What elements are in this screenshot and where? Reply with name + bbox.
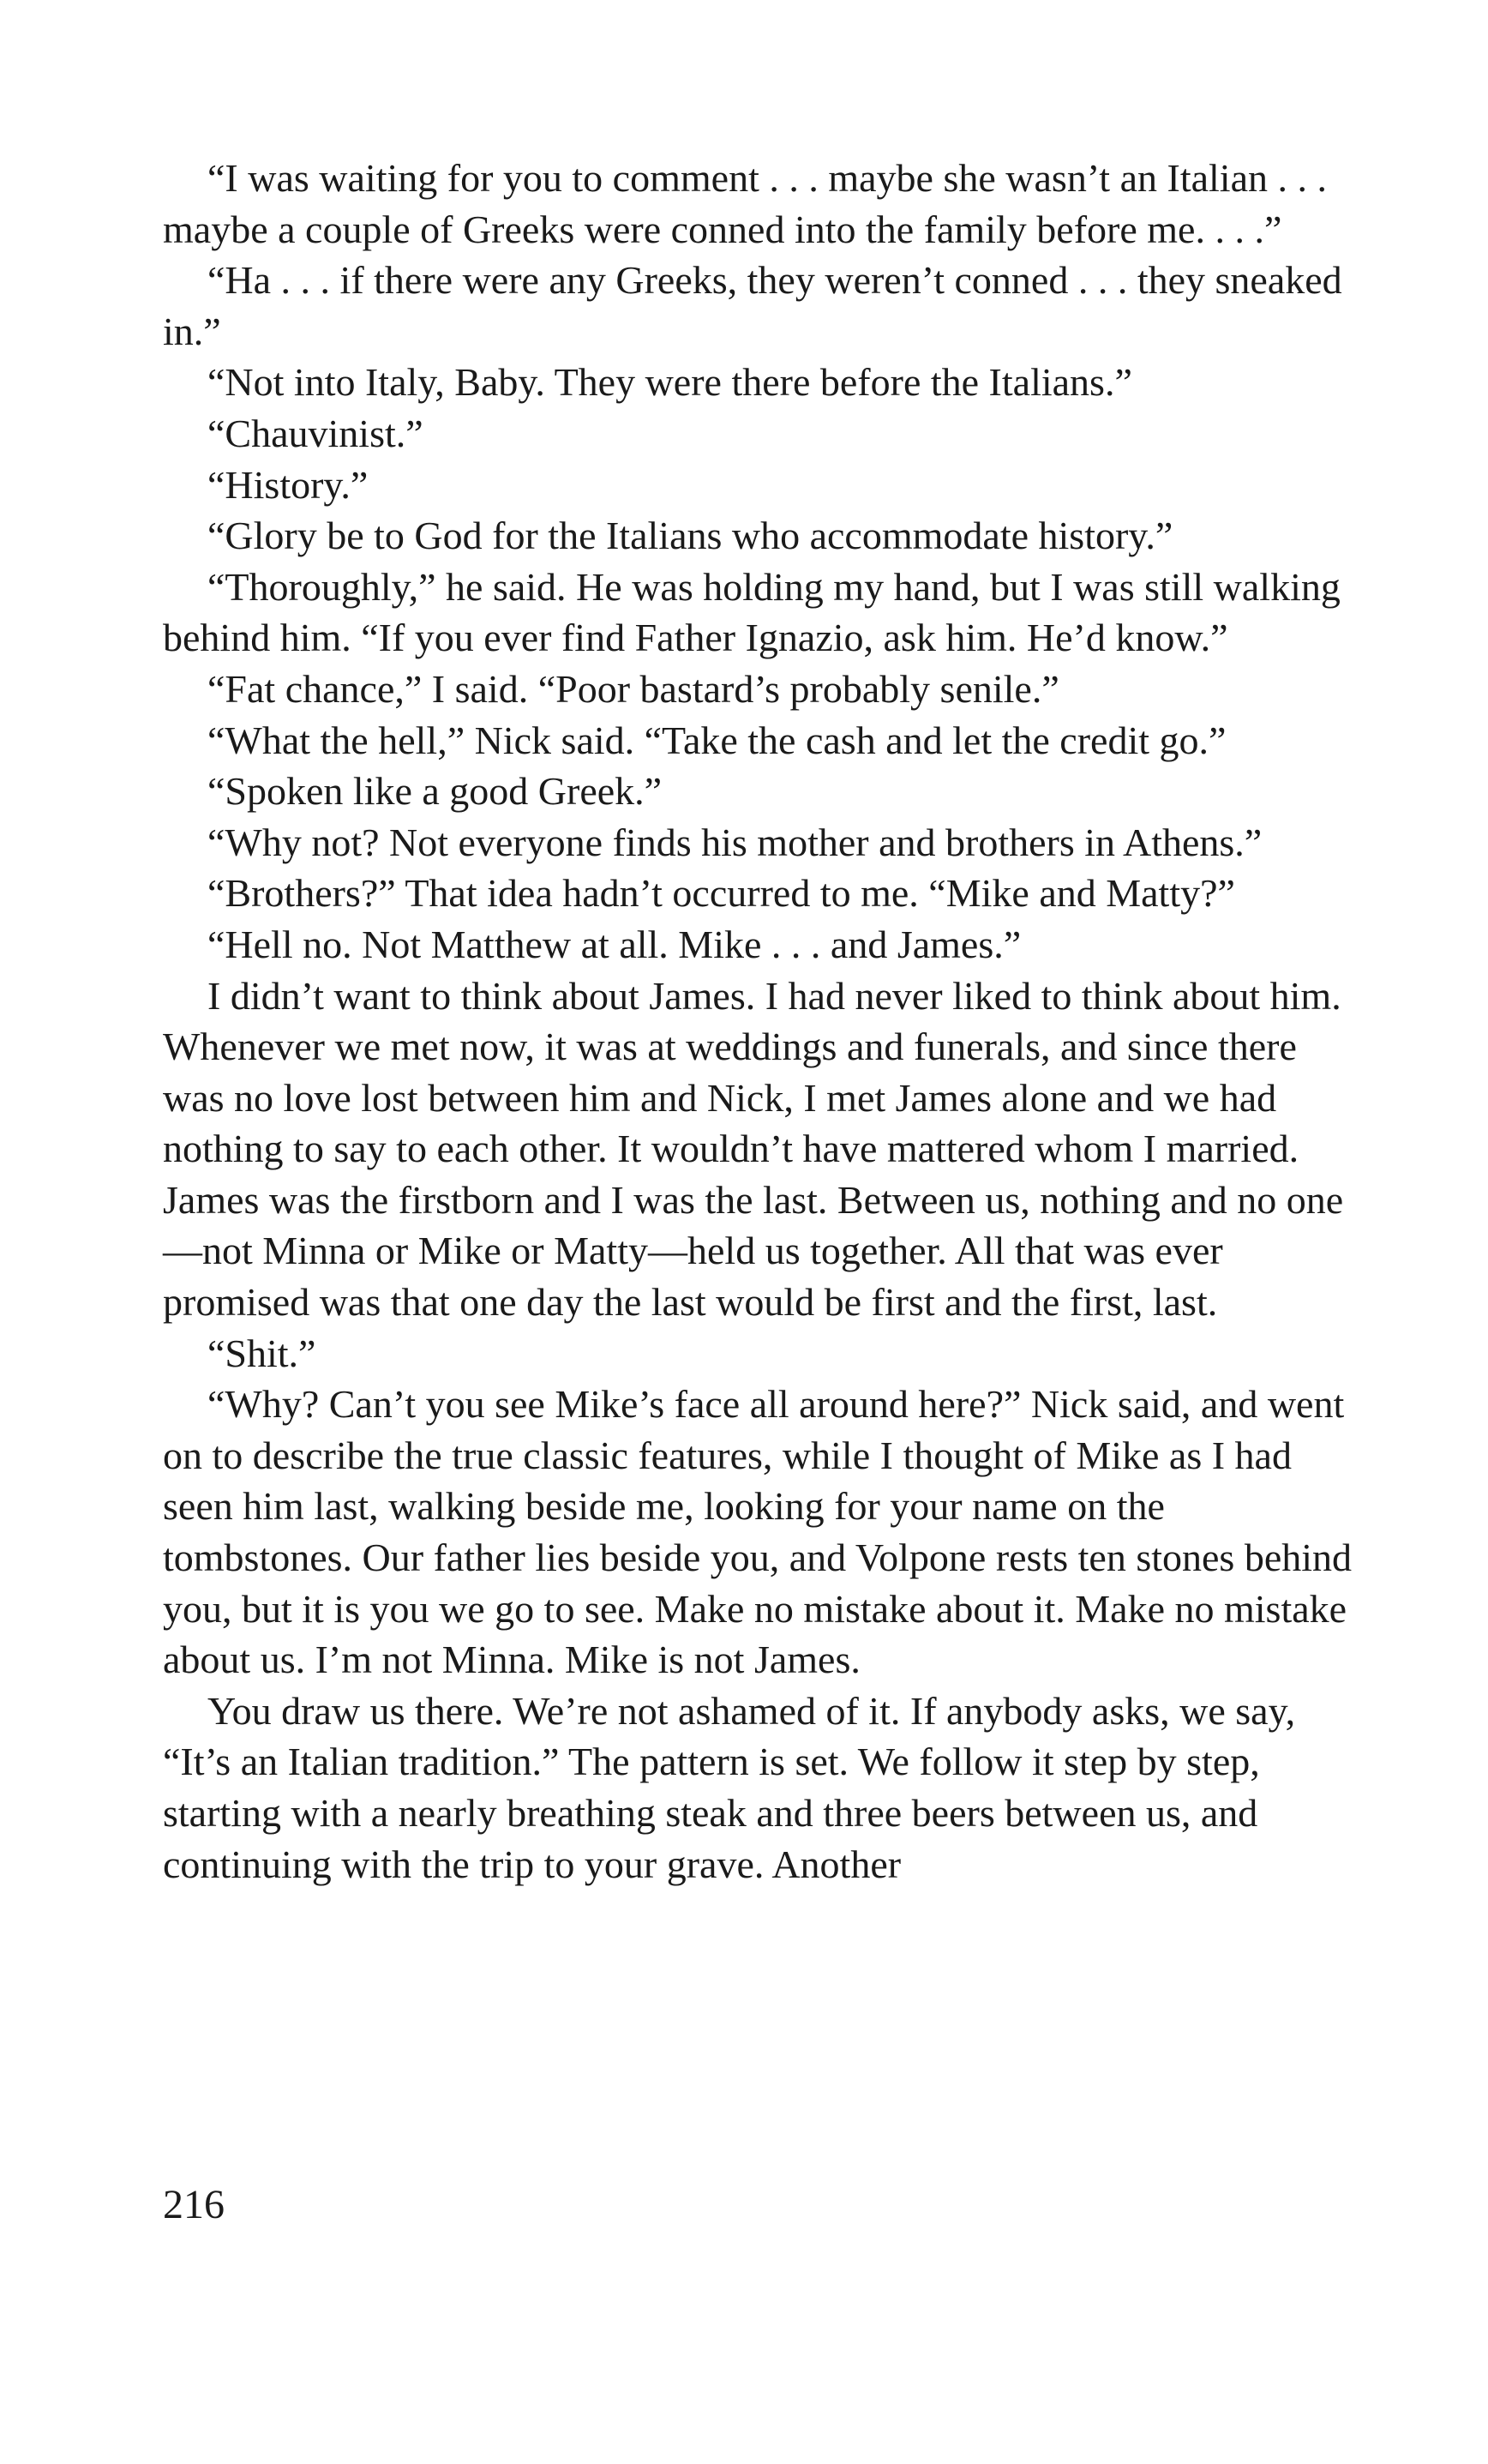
page-number: 216: [163, 2182, 225, 2227]
paragraph-16: “Why? Can’t you see Mike’s face all around here?” Nick said, and went on to describe the true classic features, while I thought of Mike as I had seen him last, walking beside me, looking for your name on the tombstones. Our father lies beside you, and Volpone rests ten stones behind you, but it is you we go to see. Make no mistake about it. Make no mistake about us. I’m not Minna. Mike is not James.: [163, 1382, 1353, 1682]
paragraph-13: “Hell no. Not Matthew at all. Mike . . . and James.”: [207, 922, 1022, 966]
paragraph-6: “Glory be to God for the Italians who accommodate history.”: [207, 514, 1173, 558]
paragraph-4: “Chauvinist.”: [207, 411, 423, 455]
paragraph-15: “Shit.”: [207, 1331, 316, 1375]
paragraph-1: “I was waiting for you to comment . . . maybe she wasn’t an Italian . . . maybe a couple of Greeks were conned into the family before me. . . .”: [163, 156, 1327, 251]
paragraph-2: “Ha . . . if there were any Greeks, they weren’t conned . . . they sneaked in.”: [163, 258, 1342, 353]
paragraph-7: “Thoroughly,” he said. He was holding my hand, but I was still walking behind him. “If you ever find Father Ignazio, ask him. He’d know.”: [163, 564, 1341, 660]
paragraph-8: “Fat chance,” I said. “Poor bastard’s probably senile.”: [207, 666, 1059, 711]
paragraph-17: You draw us there. We’re not ashamed of it. If anybody asks, we say, “It’s an Italian tradition.” The pattern is set. We follow it step by step, starting with a nearly breathing steak and three beers between us, and continuing with the trip to your grave. Another: [163, 1688, 1296, 1886]
paragraph-9: “What the hell,” Nick said. “Take the cash and let the credit go.”: [207, 718, 1227, 762]
paragraph-14: I didn’t want to think about James. I had never liked to think about him. Whenever we met now, it was at weddings and funerals, and since there was no love lost between him and Nick, I met James alone and we had nothing to say to each other. It wouldn’t have mattered whom I married. James was the firstborn and I was the last. Between us, nothing and no one—not Minna or Mike or Matty—held us together. All that was ever promised was that one day the last would be first and the first, last.: [163, 973, 1344, 1325]
paragraph-12: “Brothers?” That idea hadn’t occurred to me. “Mike and Matty?”: [207, 871, 1235, 916]
paragraph-5: “History.”: [207, 462, 369, 507]
paragraph-3: “Not into Italy, Baby. They were there before the Italians.”: [207, 360, 1132, 405]
paragraph-11: “Why not? Not everyone finds his mother and brothers in Athens.”: [207, 820, 1263, 864]
page-body: [163, 153, 1363, 1890]
paragraph-10: “Spoken like a good Greek.”: [207, 769, 663, 814]
